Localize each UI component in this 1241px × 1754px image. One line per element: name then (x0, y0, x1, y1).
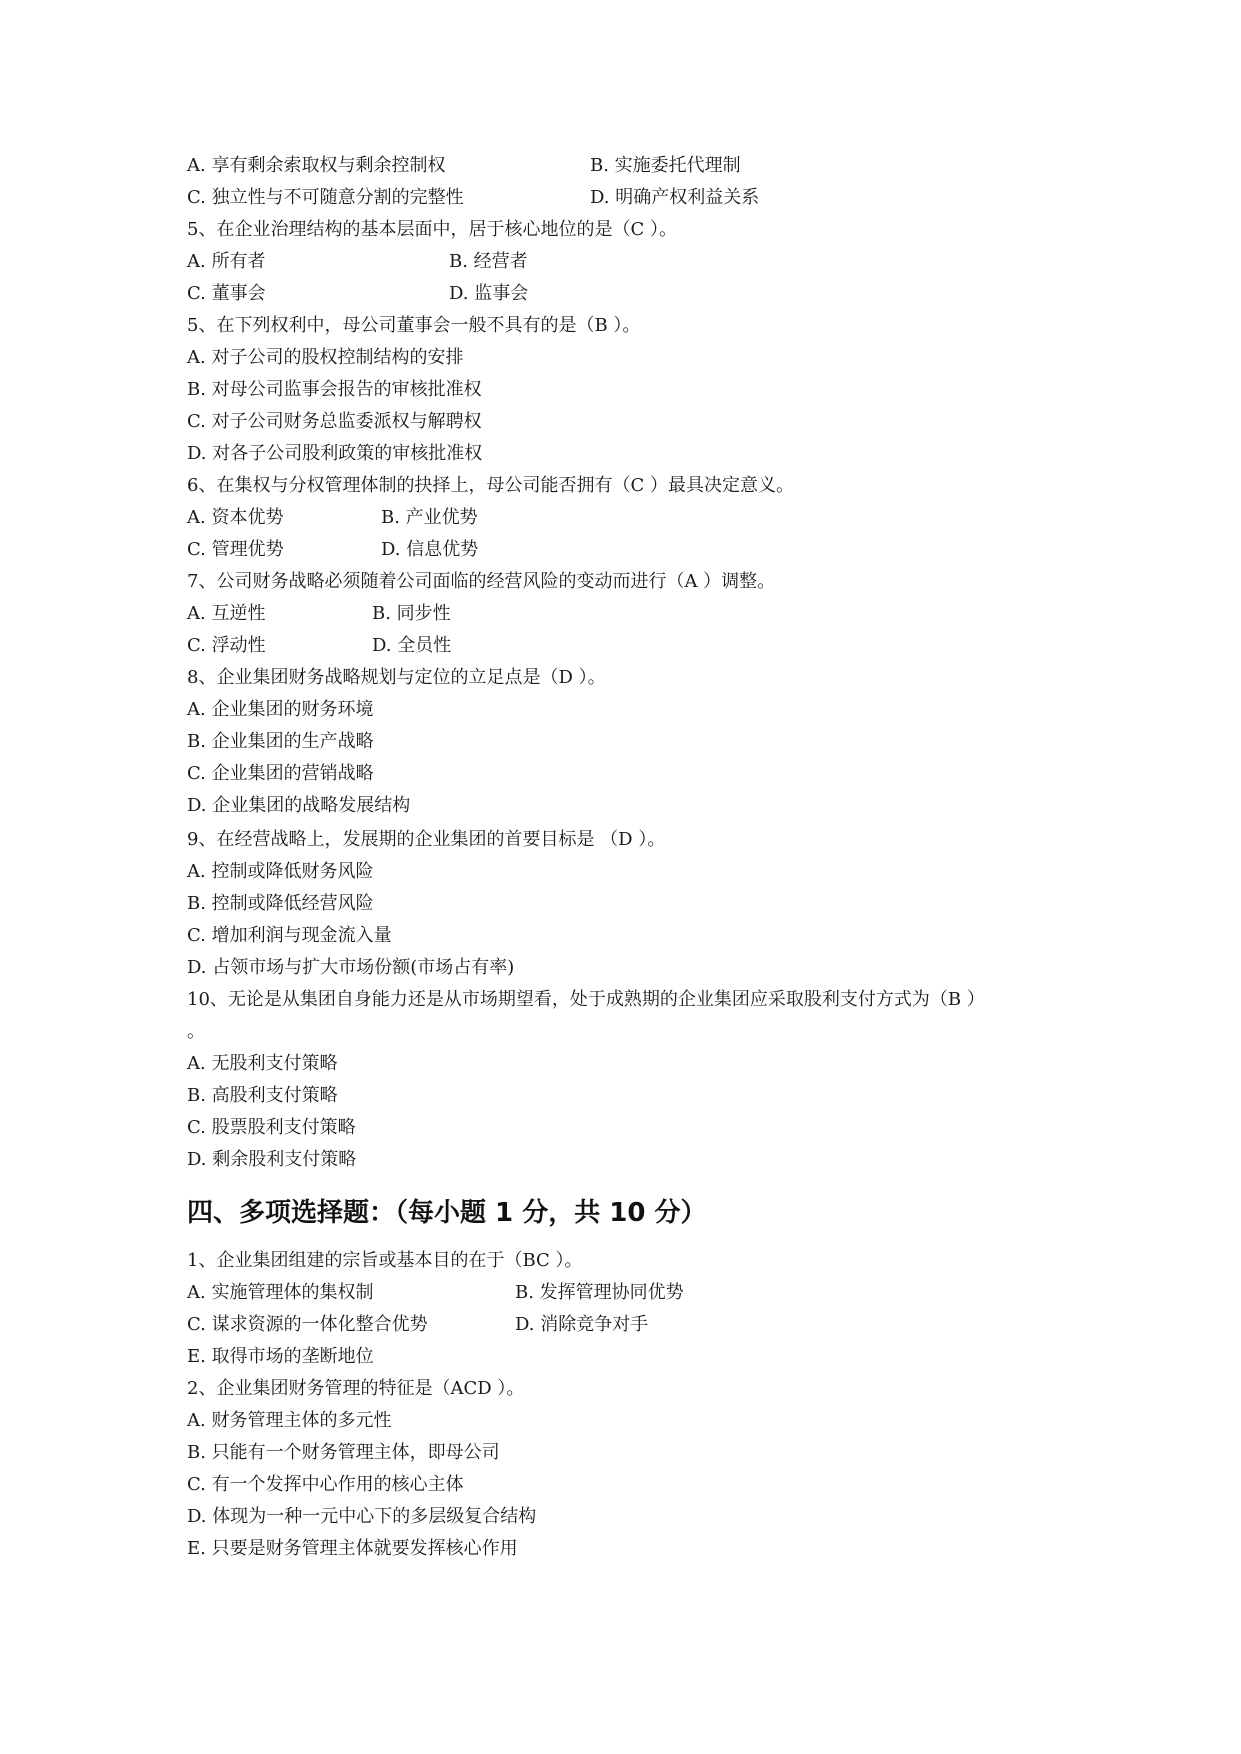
option-line: C. 股票股利支付策略 (187, 1117, 356, 1138)
option-line: B. 产业优势 (381, 507, 478, 528)
option-line: B. 企业集团的生产战略 (187, 731, 374, 752)
question-line: 8、企业集团财务战略规划与定位的立足点是（D ）。 (187, 667, 606, 688)
question-line: 7、公司财务战略必须随着公司面临的经营风险的变动而进行（A ）调整。 (187, 571, 776, 592)
option-line: B. 只能有一个财务管理主体，即母公司 (187, 1442, 500, 1463)
option-line: B. 对母公司监事会报告的审核批准权 (187, 379, 482, 400)
option-line: E. 只要是财务管理主体就要发挥核心作用 (187, 1538, 518, 1559)
option-line: D. 占领市场与扩大市场份额(市场占有率) (187, 957, 515, 978)
option-line: A. 所有者 (187, 251, 266, 272)
option-line: B. 高股利支付策略 (187, 1085, 338, 1106)
option-line: D. 企业集团的战略发展结构 (187, 795, 411, 816)
option-line: C. 管理优势 (187, 539, 284, 560)
option-line: D. 明确产权利益关系 (590, 187, 760, 208)
option-line: D. 对各子公司股利政策的审核批准权 (187, 443, 483, 464)
option-line: C. 浮动性 (187, 635, 266, 656)
option-line: A. 资本优势 (187, 507, 284, 528)
option-line: C. 独立性与不可随意分割的完整性 (187, 187, 464, 208)
option-line: D. 体现为一种一元中心下的多层级复合结构 (187, 1506, 537, 1527)
option-line: A. 控制或降低财务风险 (187, 861, 374, 882)
option-line: E. 取得市场的垄断地位 (187, 1346, 374, 1367)
option-line: A. 企业集团的财务环境 (187, 699, 374, 720)
option-line: C. 对子公司财务总监委派权与解聘权 (187, 411, 482, 432)
option-line: A. 财务管理主体的多元性 (187, 1410, 392, 1431)
option-line: A. 互逆性 (187, 603, 266, 624)
question-line: 1、企业集团组建的宗旨或基本目的在于（BC ）。 (187, 1250, 583, 1271)
option-line: C. 有一个发挥中心作用的核心主体 (187, 1474, 464, 1495)
option-line: B. 控制或降低经营风险 (187, 893, 374, 914)
option-line: C. 增加利润与现金流入量 (187, 925, 392, 946)
option-line: D. 监事会 (449, 283, 529, 304)
option-line: D. 信息优势 (381, 539, 479, 560)
option-line: A. 对子公司的股权控制结构的安排 (187, 347, 464, 368)
option-line: D. 消除竞争对手 (515, 1314, 649, 1335)
option-line: B. 发挥管理协同优势 (515, 1282, 684, 1303)
option-line: A. 实施管理体的集权制 (187, 1282, 374, 1303)
option-line: B. 实施委托代理制 (590, 155, 741, 176)
question-line: 9、在经营战略上，发展期的企业集团的首要目标是 （D ）。 (187, 829, 666, 850)
option-line: A. 享有剩余索取权与剩余控制权 (187, 155, 446, 176)
question-continuation: 。 (187, 1021, 205, 1042)
option-line: D. 全员性 (372, 635, 452, 656)
question-line: 6、在集权与分权管理体制的抉择上，母公司能否拥有（C ）最具决定意义。 (187, 475, 794, 496)
option-line: C. 董事会 (187, 283, 266, 304)
option-line: A. 无股利支付策略 (187, 1053, 338, 1074)
option-line: C. 企业集团的营销战略 (187, 763, 374, 784)
question-line: 2、企业集团财务管理的特征是（ACD ）。 (187, 1378, 525, 1399)
question-line: 5、在企业治理结构的基本层面中，居于核心地位的是（C ）。 (187, 219, 677, 240)
option-line: B. 经营者 (449, 251, 528, 272)
option-line: C. 谋求资源的一体化整合优势 (187, 1314, 428, 1335)
question-line: 10、无论是从集团自身能力还是从市场期望看，处于成熟期的企业集团应采取股利支付方式为（B ） (187, 989, 985, 1010)
question-line: 5、在下列权利中，母公司董事会一般不具有的是（B ）。 (187, 315, 641, 336)
option-line: D. 剩余股利支付策略 (187, 1149, 357, 1170)
section-heading: 四、多项选择题：（每小题 1 分，共 10 分） (187, 1198, 707, 1228)
option-line: B. 同步性 (372, 603, 451, 624)
